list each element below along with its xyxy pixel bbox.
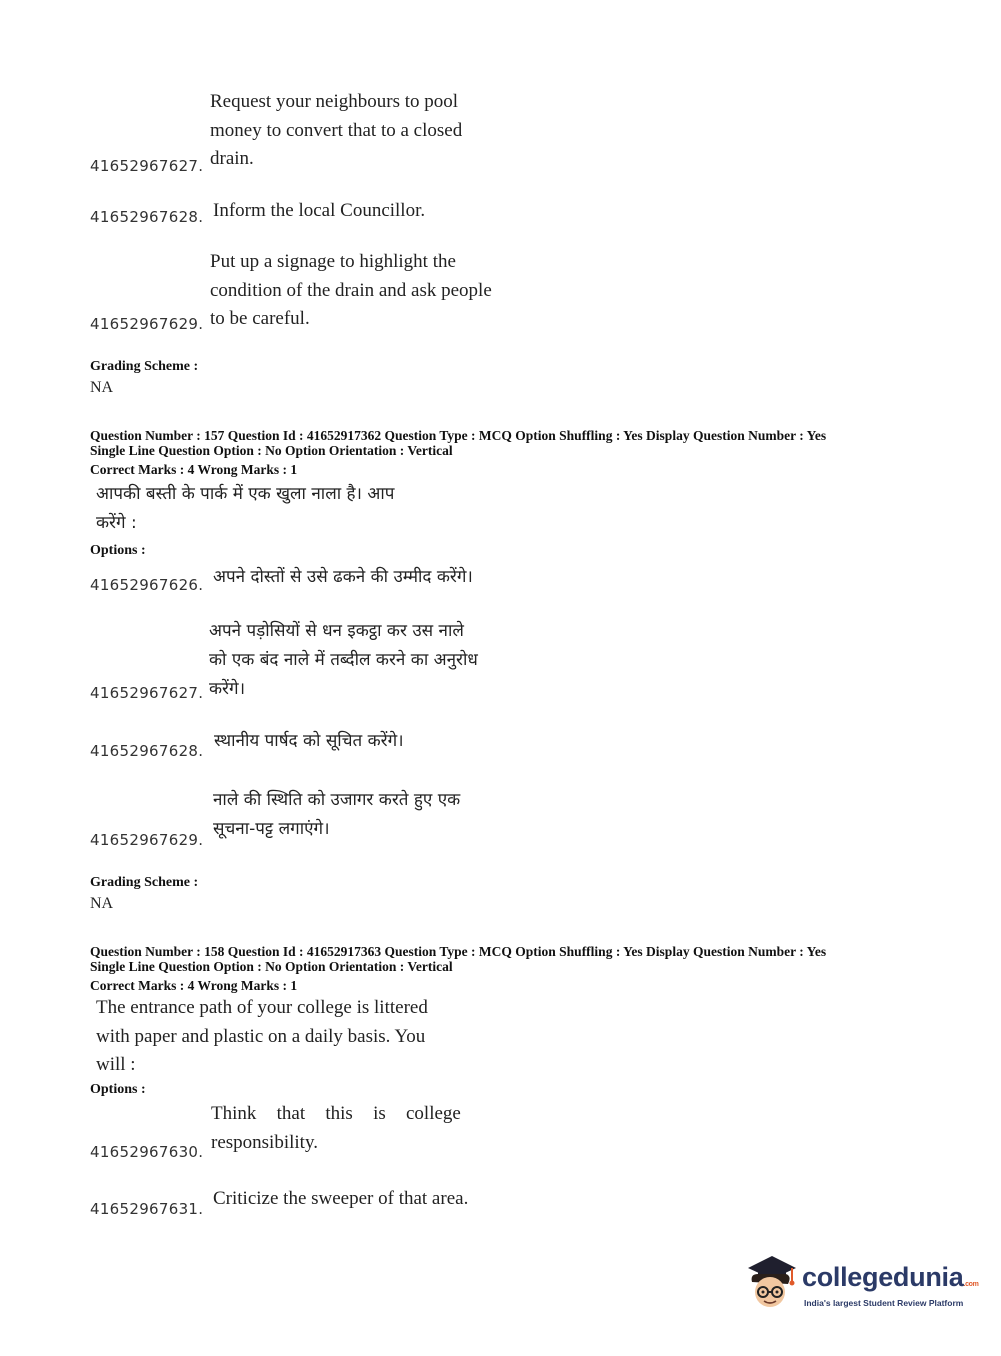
option-id: 41652967627. <box>90 684 204 702</box>
question-marks: Correct Marks : 4 Wrong Marks : 1 <box>90 462 298 477</box>
option-id: 41652967631. <box>90 1200 204 1218</box>
option-id: 41652967628. <box>90 742 204 760</box>
question-stem-line: The entrance path of your college is littered <box>96 997 428 1018</box>
logo-wordmark: collegedunia <box>802 1262 964 1292</box>
logo-domain-suffix: .com <box>963 1281 979 1288</box>
option-id: 41652967627. <box>90 157 204 175</box>
option-text-line: Think that this is college <box>211 1103 461 1124</box>
options-label: Options : <box>90 1082 146 1097</box>
option-text-line: सूचना-पट्ट लगाएंगे। <box>213 819 330 839</box>
question-meta-line-1: Question Number : 157 Question Id : 41652917362 Question Type : MCQ Option Shuffling : Yes Display Question Number : Yes <box>90 428 827 443</box>
option-text-line: नाले की स्थिति को उजागर करते हुए एक <box>213 790 461 810</box>
question-stem <box>96 994 428 1080</box>
option-text-line: to be careful. <box>210 308 310 329</box>
mascot-icon <box>742 1252 800 1312</box>
option-id: 41652967626. <box>90 576 204 594</box>
question-meta-line-2: Single Line Question Option : No Option Orientation : Vertical <box>90 959 453 974</box>
option-id: 41652967629. <box>90 831 204 849</box>
grading-scheme-value: NA <box>90 895 114 912</box>
options-label: Options : <box>90 543 146 558</box>
grading-scheme-value: NA <box>90 379 114 396</box>
question-stem-line: करेंगे : <box>96 513 137 533</box>
question-meta-line-2: Single Line Question Option : No Option Orientation : Vertical <box>90 443 453 458</box>
logo-tagline: India's largest Student Review Platform <box>804 1298 964 1308</box>
option-text-line: को एक बंद नाले में तब्दील करने का अनुरोध <box>209 650 478 670</box>
option-text-line: money to convert that to a closed <box>210 119 463 141</box>
option-text-line: condition of the drain and ask people <box>210 279 492 301</box>
option-text-line: करेंगे। <box>209 679 246 699</box>
option-text-line: अपने पड़ोसियों से धन इकट्ठा कर उस नाले <box>209 621 464 641</box>
question-meta-line-1: Question Number : 158 Question Id : 41652917363 Question Type : MCQ Option Shuffling : Yes Display Question Number : Yes <box>90 944 827 959</box>
option-id: 41652967630. <box>90 1143 204 1161</box>
question-stem <box>96 480 394 538</box>
grading-scheme-label: Grading Scheme : <box>90 875 199 890</box>
question-stem-line: will : <box>96 1054 136 1075</box>
option-text-line: Request your neighbours to pool <box>210 91 459 112</box>
option-id: 41652967628. <box>90 208 204 226</box>
question-stem-line: आपकी बस्ती के पार्क में एक खुला नाला है। आप <box>96 484 395 504</box>
option-text-line: Criticize the sweeper of that area. <box>213 1188 469 1209</box>
option-text-line: responsibility. <box>211 1131 318 1153</box>
option-text-line: स्थानीय पार्षद को सूचित करेंगे। <box>214 731 404 751</box>
question-stem-line: with paper and plastic on a daily basis. You <box>96 1025 426 1047</box>
option-text-line: अपने दोस्तों से उसे ढकने की उम्मीद करेंगे। <box>213 567 473 587</box>
option-text-line: drain. <box>210 148 254 169</box>
collegedunia-logo <box>742 1252 979 1314</box>
question-marks: Correct Marks : 4 Wrong Marks : 1 <box>90 978 298 993</box>
grading-scheme-label: Grading Scheme : <box>90 359 199 374</box>
option-id: 41652967629. <box>90 315 204 333</box>
option-text-line: Put up a signage to highlight the <box>210 251 456 272</box>
option-text-line: Inform the local Councillor. <box>213 200 426 221</box>
